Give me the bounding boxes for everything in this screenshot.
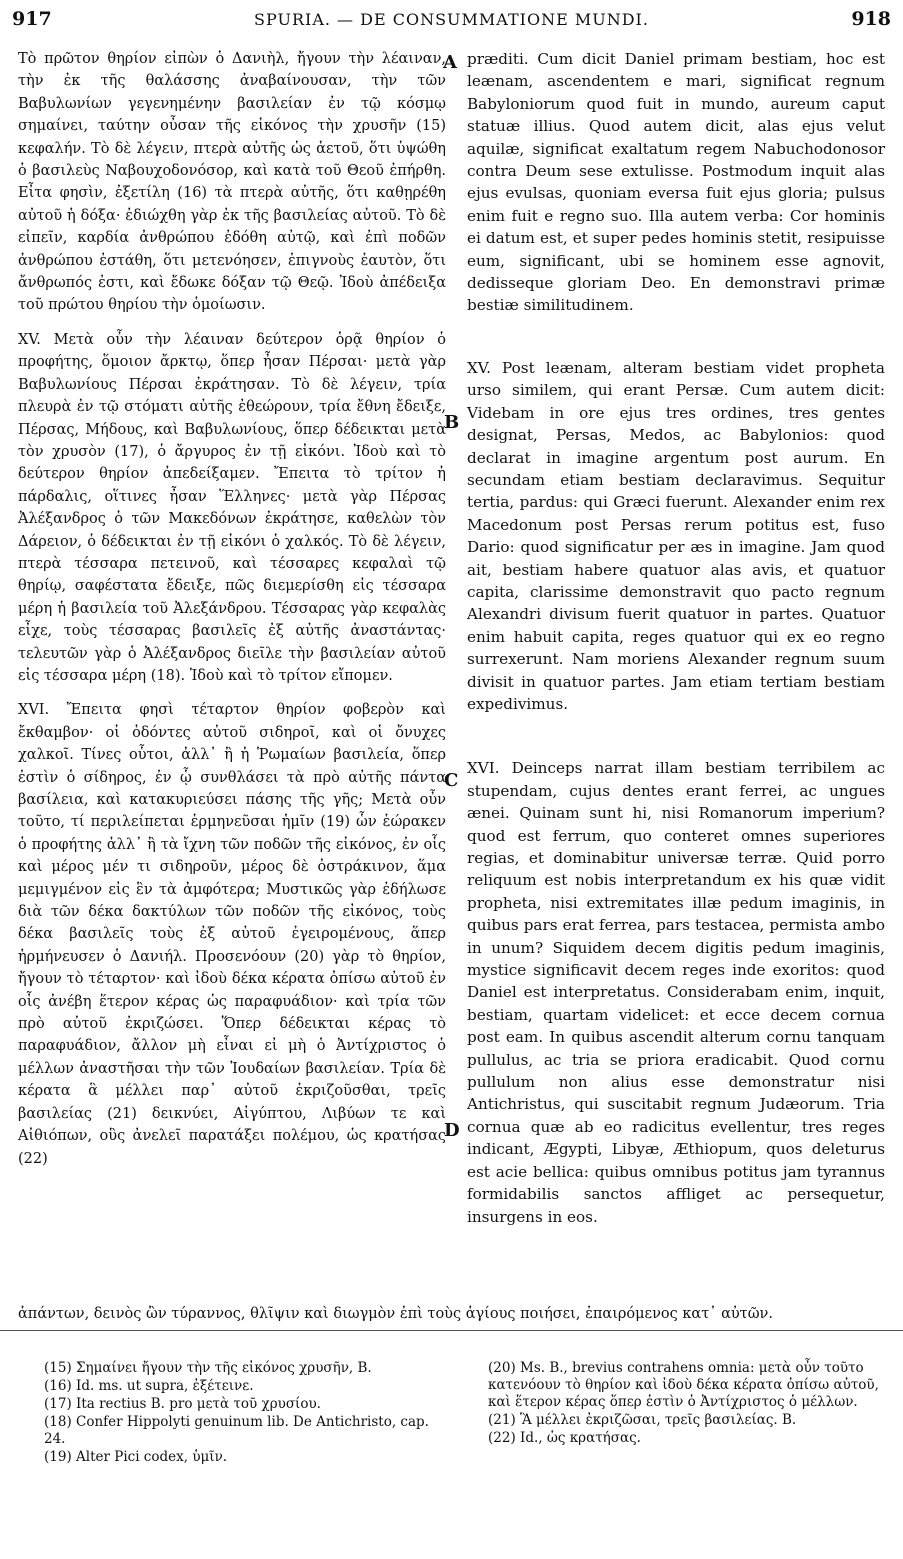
footnote: (17) Ita rectius B. pro μετὰ τοῦ χρυσίου. (44, 1396, 321, 1412)
margin-marker-b: B (444, 412, 460, 433)
footnote: (15) Σημαίνει ἤγουν τὴν τῆς εἰκόνος χρυσῆν, B. (44, 1360, 372, 1376)
footnotes-right (488, 1360, 888, 1448)
greek-paragraph-xvi: XVI. Ἔπειτα φησὶ τέταρτον θηρίον φοβερὸν καὶ ἔκθαμβον· οἱ ὀδόντες αὐτοῦ σιδηροῖ, καὶ οἱ ὄνυχες χαλκοῖ. Τίνες οὗτοι, ἀλλ᾽ ἢ ἡ Ῥωμαίων βασιλεία, ὅπερ ἐστὶν ὁ σίδηρος, ἐν ᾧ συνθλάσει τὰ πρὸ αὐτῆς πάντα βασίλεια, καὶ κατακυριεύσει πάσης τῆς γῆς; Μετὰ οὖν τοῦτο, τί περιλείπεται ἑρμηνεῦσαι ἡμῖν (19) ὧν ἑώρακεν ὁ προφήτης ἀλλ᾽ ἢ τὰ ἴχνη τῶν ποδῶν τῆς εἰκόνος, ἐν οἷς καὶ μέρος μέν τι σιδηροῦν, μέρος δὲ ὀστράκινον, ἅμα μεμιγμένον εἰς ἓν τὰ ἀμφότερα; Μυστικῶς γὰρ ἐδήλωσε διὰ τῶν δέκα δακτύλων τῶν ποδῶν τῆς εἰκόνος, τοὺς δέκα βασιλεῖς τοὺς ἐξ αὐτοῦ ἐγειρομένους, ἅπερ ἡρμήνευσεν ὁ Δανιήλ. Προσενόουν (20) γὰρ τὸ θηρίον, ἤγουν τὸ τέταρτον· καὶ ἰδοὺ δέκα κέρατα ὀπίσω αὐτοῦ ἐν οἷς ἀνέβη ἕτερον κέρας ὡς παραφυάδιον· καὶ τρία τῶν πρὸ αὐτοῦ ἐκριζώσει. Ὅπερ δέδεικται κέρας τὸ παραφυάδιον, ἄλλον μὴ εἶναι εἰ μὴ ὁ Ἀντίχριστος ὁ μέλλων ἀναστῆσαι τὴν τῶν Ἰουδαίων βασιλείαν. Τρία δὲ κέρατα ἃ μέλλει παρ᾽ αὐτοῦ ἐκριζοῦσθαι, τρεῖς βασιλείας (21) δεικνύει, Αἰγύπτου, Λιβύων τε καὶ Αἰθιόπων, οὓς ἀνελεῖ παρατάξει πολέμου, ὡς κρατήσας (22) (18, 702, 446, 1167)
margin-marker-d: D (444, 1120, 460, 1141)
footnote: (21) Ἃ μέλλει ἐκριζῶσαι, τρεῖς βασιλείας. B. (488, 1412, 797, 1428)
latin-paragraph-xvi: XVI. Deinceps narrat illam bestiam terribilem ac stupendam, cujus dentes erant ferrei, ac ungues ænei. Quinam sunt hi, nisi Romanorum imperium? quod est ferrum, quo conteret omnes superiores regias, et dominabitur universæ terræ. Quid porro reliquum est nobis interpretandum ex his quæ vidit propheta, nisi extremitates illæ pedum imaginis, in quibus pars erat ferrea, pars testacea, permista ambo in unum? Siquidem decem digitis pedum imaginis, mystice significavit decem reges inde exoritos: quod Daniel est interpretatus. Considerabam enim, inquit, bestiam, quartam videlicet: et ecce decem cornua post eam. In quibus ascendit alterum cornu tanquam pullulus, ac tria se priora eradicabit. Quod cornu pullulum non alius esse demonstratur nisi Antichristus, qui suscitabit regnum Judæorum. Tria cornua quæ ab eo radicitus evellentur, tres reges indicant, Ægypti, Libyæ, Æthiopum, quos deleturus est acie bellica: quibus omnibus potitus jam tyrannus formidabilis sanctos affliget ac persequetur, insurgens in eos. (467, 759, 885, 1226)
margin-marker-a: A (443, 52, 457, 73)
latin-paragraph-xv: XV. Post leænam, alteram bestiam videt propheta urso similem, qui erant Persæ. Cum autem dicit: Videbam in ore ejus tres ordines, tres gentes designat, Persas, Medos, ac Babylonios: quod declarat in imagine argentum post aurum. En secundam etiam bestiam declaravimus. Sequitur tertia, pardus: qui Græci fuerunt. Alexander enim rex Macedonum post Persas rerum potitus est, fuso Dario: quod significatur per æs in imagine. Jam quod ait, bestiam habere quatuor alas avis, et quatuor capita, clarissime demonstravit quo pacto regnum Alexandri divisum fuerit quatuor in partes. Quatuor enim habuit capita, reges quatuor qui ex eo regno surrexerunt. Nam moriens Alexander regnum suum divisit in quatuor partes. Jam etiam tertiam bestiam expedivimus. (467, 358, 885, 713)
latin-paragraph-1: præditi. Cum dicit Daniel primam bestiam, hoc est leænam, ascendentem e mari, significat regnum Babyloniorum quod fuit in mundo, aureum caput statuæ illius. Quod autem dicit, alas ejus velut aquilæ, significat exaltatum regem Nabuchodonosor contra Deum sese extulisse. Postmodum inquit alas ejus evulsas, quoniam eversa fuit ejus gloria; pulsus enim fuit e regno suo. Illa autem verba: Cor hominis ei datum est, et super pedes hominis stetit, resipuisse eum, significant, ubi se hominem esse agnovit, dedisseque gloriam Deo. En demonstravi primæ bestiæ similitudinem. (467, 50, 885, 315)
footnote: (18) Confer Hippolyti genuinum lib. De Antichristo, cap. 24. (44, 1414, 429, 1447)
footnotes-left (44, 1360, 454, 1467)
footnote-divider (0, 1330, 903, 1331)
footnote: (20) Ms. B., brevius contrahens omnia: μετὰ οὖν τοῦτο κατενόουν τὸ θηρίον καὶ ἰδοὺ δέκα κέρατα ὀπίσω αὐτοῦ, καὶ ἕτερον κέρας ὅπερ ἐστὶν ὁ Ἀντίχριστος ὁ μέλλων. (488, 1360, 879, 1410)
latin-column (467, 48, 885, 1228)
footnote: (19) Alter Pici codex, ὑμῖν. (44, 1449, 228, 1465)
margin-marker-c: C (444, 770, 459, 791)
footnote: (22) Id., ὡς κρατήσας. (488, 1430, 641, 1446)
footnote: (16) Id. ms. ut supra, ἐξέτεινε. (44, 1378, 254, 1394)
right-page-number: 918 (851, 8, 891, 30)
greek-paragraph-xv: XV. Μετὰ οὖν τὴν λέαιναν δεύτερον ὁρᾷ θηρίον ὁ προφήτης, ὅμοιον ἄρκτῳ, ὅπερ ἦσαν Πέρσαι· μετὰ γὰρ Βαβυλωνίους Πέρσαι ἐκράτησαν. Τὸ δὲ λέγειν, τρία πλευρὰ ἐν τῷ στόματι αὐτῆς ἐθεώρουν, τρία ἔθνη ἔδειξε, Πέρσας, Μήδους, καὶ Βαβυλωνίους, ὅπερ δέδεικται μετὰ τὸν χρυσὸν (17), ὁ ἄργυρος ἐν τῇ εἰκόνι. Ἰδοὺ καὶ τὸ δεύτερον θηρίον ἀπεδείξαμεν. Ἔπειτα τὸ τρίτον ἡ πάρδαλις, οἵτινες ἦσαν Ἕλληνες· μετὰ γὰρ Πέρσας Ἀλέξανδρος ὁ τῶν Μακεδόνων ἐκράτησε, καθελὼν τὸν Δάρειον, ὁ δέδεικται ἐν τῇ εἰκόνι ὁ χαλκός. Τὸ δὲ λέγειν, πτερὰ τέσσαρα πετεινοῦ, καὶ τέσσαρες κεφαλαὶ τῷ θηρίῳ, σαφέστατα ἔδειξε, πῶς διεμερίσθη εἰς τέσσαρα μέρη ἡ βασιλεία τοῦ Ἀλεξάνδρου. Τέσσαρας γὰρ κεφαλὰς εἶχε, τοὺς τέσσαρας βασιλεῖς ἐξ αὐτῆς ἀναστάντας· τελευτῶν γὰρ ὁ Ἀλέξανδρος διεῖλε τὴν βασιλείαν αὐτοῦ εἰς τέσσαρα μέρη (18). Ἰδοὺ καὶ τὸ τρίτον εἴπομεν. (18, 331, 446, 684)
greek-continuation-line: ἁπάντων, δεινὸς ὢν τύραννος, θλῖψιν καὶ διωγμὸν ἐπὶ τοὺς ἁγίους ποιήσει, ἐπαιρόμενος κατ᾽ αὐτῶν. (18, 1306, 773, 1322)
running-title: SPURIA. — DE CONSUMMATIONE MUNDI. (254, 10, 649, 29)
left-page-number: 917 (12, 8, 52, 30)
greek-paragraph-1: Τὸ πρῶτον θηρίον εἰπὼν ὁ Δανιὴλ, ἤγουν τὴν λέαιναν, τὴν ἐκ τῆς θαλάσσης ἀναβαίνουσαν, τὴν τῶν Βαβυλωνίων γεγενημένην βασιλείαν ἐν τῷ κόσμῳ σημαίνει, ταύτην οὖσαν τῆς εἰκόνος τὴν χρυσῆν (15) κεφαλήν. Τὸ δὲ λέγειν, πτερὰ αὐτῆς ὡς ἀετοῦ, ὅτι ὑψώθη ὁ βασιλεὺς Ναβουχοδονόσορ, καὶ κατὰ τοῦ Θεοῦ ἐπήρθη. Εἶτα φησὶν, ἐξετίλη (16) τὰ πτερὰ αὐτῆς, ὅτι καθῃρέθη αὐτοῦ ἡ δόξα· ἐδιώχθη γὰρ ἐκ τῆς βασιλείας αὐτοῦ. Τὸ δὲ εἰπεῖν, καρδία ἀνθρώπου ἐδόθη αὐτῷ, καὶ ἐπὶ ποδῶν ἀνθρώπου ἐστάθη, ὅτι μετενόησεν, ἐπιγνοὺς ἑαυτὸν, ὅτι ἄνθρωπός ἐστι, καὶ ἔδωκε δόξαν τῷ Θεῷ. Ἰδοὺ ἀπέδειξα τοῦ πρώτου θηρίου τὴν ὁμοίωσιν. (18, 51, 446, 314)
page-header (12, 8, 891, 34)
greek-column (18, 48, 446, 1170)
